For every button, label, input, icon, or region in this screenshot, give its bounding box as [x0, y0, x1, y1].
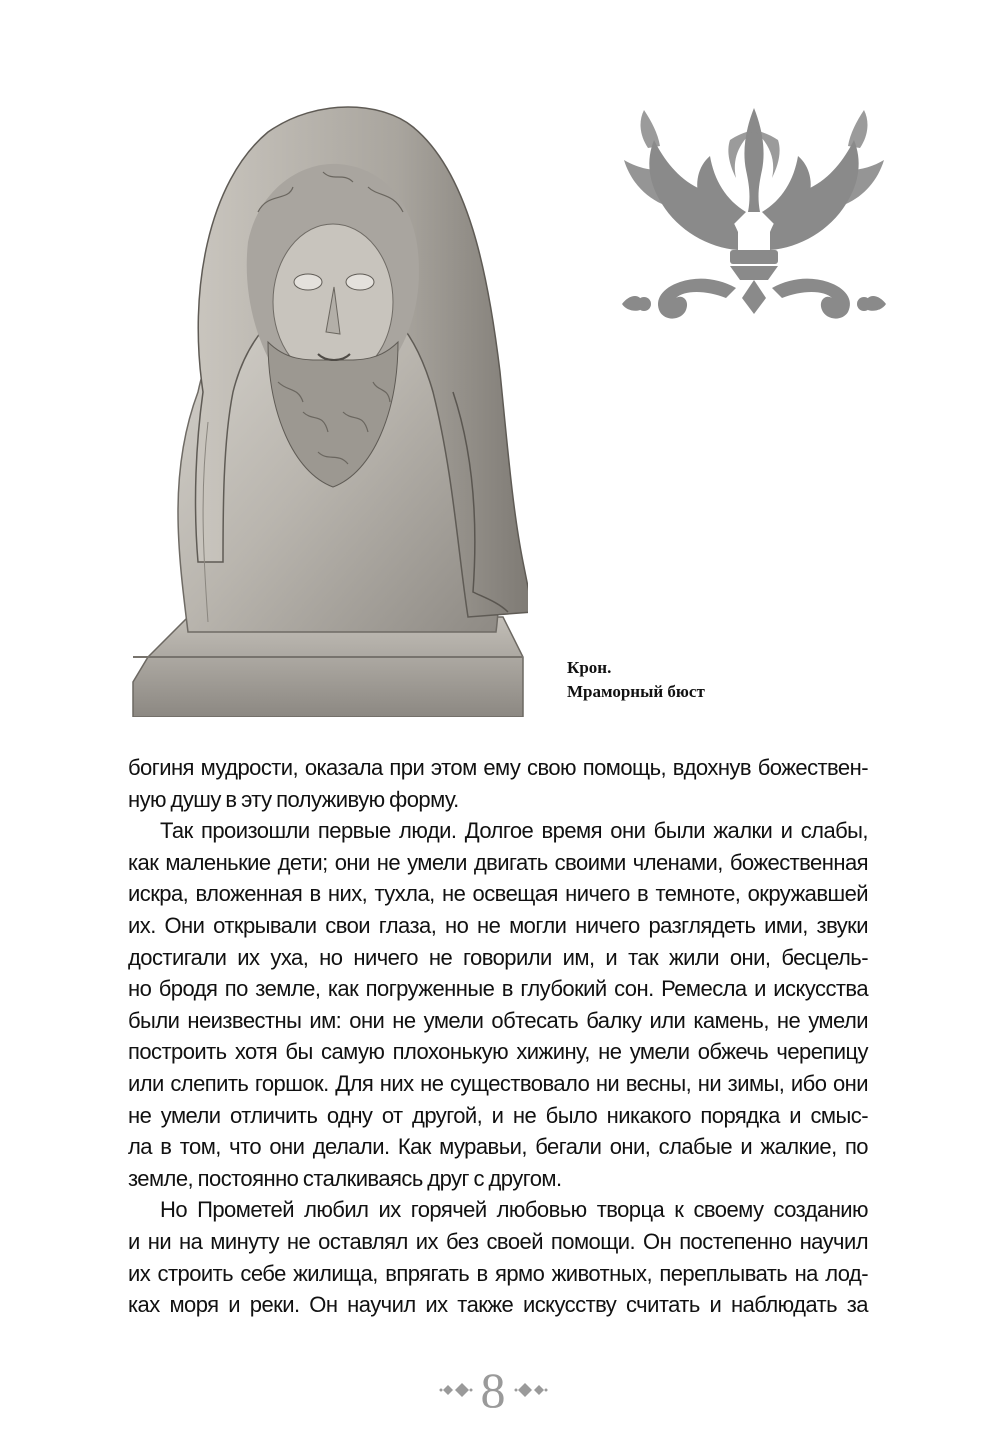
text-line: ла в том, что они делали. Как муравьи, бегали они, слабые и жалкие, по	[128, 1134, 868, 1160]
page-number: 8	[480, 1362, 506, 1418]
text-line: ках моря и реки. Он научил их также искусству считать и наблюдать за	[128, 1292, 868, 1318]
body-text	[128, 752, 868, 1321]
text-line: ную душу в эту полуживую форму.	[128, 786, 459, 812]
bust-photo	[128, 92, 528, 717]
text-line: их строить себе жилища, впрягать в ярмо животных, переплывать на лод-	[128, 1260, 868, 1286]
caption-title: Крон.	[567, 658, 612, 677]
text-line: построить хотя бы самую плохонькую хижину, не умели обжечь черепицу	[128, 1039, 868, 1065]
text-line: но бродя по земле, как погруженные в глубокий сон. Ремесла и искусства	[128, 976, 868, 1002]
page-footer	[0, 1360, 986, 1420]
figure-caption	[567, 656, 705, 704]
text-line: как маленькие дети; они не умели двигать своими членами, божественная	[128, 849, 868, 875]
fleur-de-lis-ornament-icon	[618, 100, 890, 322]
text-line: и ни на минуту не оставлял их без своей помощи. Он постепенно научил	[128, 1228, 868, 1254]
text-line: или слепить горшок. Для них не существовало ни весны, ни зимы, ибо они	[128, 1070, 868, 1096]
text-line: искра, вложенная в них, тухла, не освещая ничего в темноте, окружавшей	[128, 881, 868, 907]
text-line: Так произошли первые люди. Долгое время они были жалки и слабы,	[160, 818, 868, 844]
diamond-ornament-icon	[514, 1380, 548, 1400]
diamond-ornament-icon	[439, 1380, 473, 1400]
text-line: Но Прометей любил их горячей любовью творца к своему созданию	[160, 1197, 868, 1223]
text-line: достигали их уха, но ничего не говорили им, и так жили они, бесцель-	[128, 944, 868, 970]
text-line: богиня мудрости, оказала при этом ему свою помощь, вдохнув божествен-	[128, 755, 868, 780]
text-line: не умели отличить одну от другой, и не было никакого порядка и смыс-	[128, 1102, 868, 1128]
text-line: их. Они открывали свои глаза, но не могли ничего разглядеть ими, звуки	[128, 912, 868, 938]
text-line: были неизвестны им: они не умели обтесать балку или камень, не умели	[128, 1007, 868, 1033]
caption-subtitle: Мраморный бюст	[567, 682, 705, 701]
text-line: земле, постоянно сталкиваясь друг с другом.	[128, 1165, 562, 1191]
